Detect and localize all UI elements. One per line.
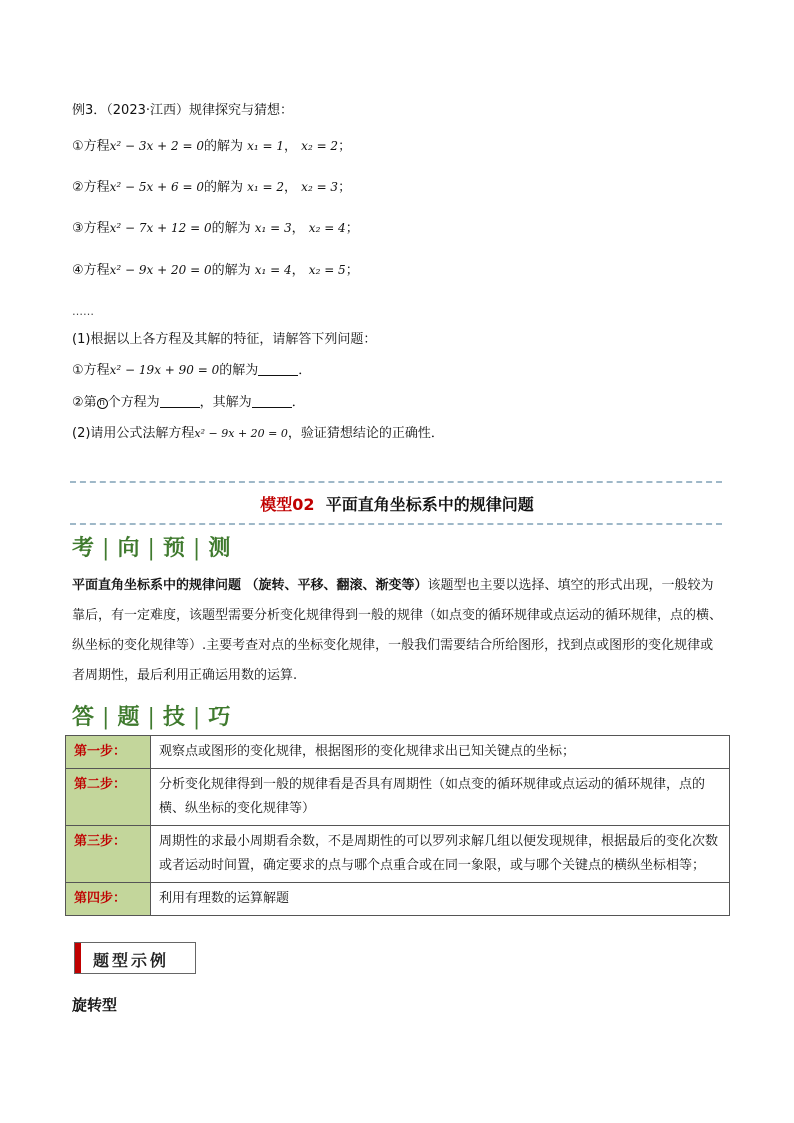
eq2-mid: 的解为 bbox=[203, 180, 243, 195]
example-badge bbox=[74, 942, 196, 974]
heading-char: 技 bbox=[162, 704, 187, 730]
question-1b bbox=[72, 393, 305, 413]
q1a-end: ． bbox=[298, 363, 312, 378]
eq3-mid: 的解为 bbox=[211, 221, 251, 236]
model-label: 模型02 bbox=[260, 495, 315, 514]
eq1-mid: 的解为 bbox=[203, 139, 243, 154]
q2-math: x² − 9x + 20 = 0 bbox=[194, 427, 288, 440]
eq3-prefix: ③方程 bbox=[72, 221, 110, 236]
model-name: 平面直角坐标系中的规律问题 bbox=[325, 495, 534, 514]
divider-bottom bbox=[70, 523, 722, 525]
heading-char: 巧 bbox=[208, 704, 233, 730]
eq3-sol2: x₂ = 4 bbox=[308, 221, 346, 235]
step-label: 第一步： bbox=[66, 736, 151, 769]
eq1-math: x² − 3x + 2 = 0 bbox=[109, 139, 204, 153]
answer-blank[interactable] bbox=[258, 363, 298, 376]
table-row bbox=[66, 826, 730, 883]
eq3-math: x² − 7x + 12 = 0 bbox=[109, 221, 212, 235]
q2-prefix: (2)请用公式法解方程 bbox=[72, 426, 195, 441]
eq2-math: x² − 5x + 6 = 0 bbox=[109, 180, 204, 194]
example-title: 例3．（2023·江西）规律探究与猜想： bbox=[72, 103, 293, 118]
answer-blank[interactable] bbox=[160, 395, 200, 408]
table-row bbox=[66, 769, 730, 826]
model-title bbox=[0, 492, 794, 515]
step-label: 第四步： bbox=[66, 883, 151, 916]
eq2-sol1: x₁ = 2 bbox=[247, 180, 285, 194]
q1b-mid1: 个方程为 bbox=[107, 395, 160, 410]
ellipsis: …… bbox=[72, 305, 94, 318]
steps-table bbox=[65, 735, 730, 916]
q1a-prefix: ①方程 bbox=[72, 363, 110, 378]
section-heading-dati: 答 | 题 | 技 | 巧 bbox=[72, 704, 233, 730]
badge-label: 题型示例 bbox=[93, 951, 170, 970]
step-text: 观察点或图形的变化规律，根据图形的变化规律求出已知关键点的坐标； bbox=[151, 736, 730, 769]
question-1: (1)根据以上各方程及其解的特征，请解答下列问题： bbox=[72, 332, 377, 347]
q1b-mid2: ，其解为 bbox=[199, 395, 252, 410]
heading-char: 考 bbox=[72, 535, 97, 561]
equation-line-4: ④方程x² − 9x + 20 = 0的解为 x₁ = 4， x₂ = 5； bbox=[72, 263, 359, 278]
heading-char: 题 bbox=[117, 704, 142, 730]
eq2-prefix: ②方程 bbox=[72, 180, 110, 195]
step-text: 周期性的求最小周期看余数，不是周期性的可以罗列求解几组以便发现规律，根据最后的变化次数或者运动时间置，确定要求的点与哪个点重合或在同一象限，或与哪个关键点的横纵坐标相等； bbox=[151, 826, 730, 883]
section1-paragraph bbox=[72, 571, 722, 691]
step-label: 第二步： bbox=[66, 769, 151, 826]
eq4-sol1: x₁ = 4 bbox=[254, 263, 292, 277]
question-1a bbox=[72, 360, 311, 381]
equation-line-1: ①方程x² − 3x + 2 = 0的解为 x₁ = 1， x₂ = 2； bbox=[72, 139, 352, 154]
heading-char: 向 bbox=[117, 535, 142, 561]
heading-char: 答 bbox=[72, 704, 97, 730]
step-text: 分析变化规律得到一般的规律看是否具有周期性（如点变的循环规律或点运动的循环规律，点的横、纵坐标的变化规律等） bbox=[151, 769, 730, 826]
eq4-sol2: x₂ = 5 bbox=[308, 263, 346, 277]
equation-line-3: ③方程x² − 7x + 12 = 0的解为 x₁ = 3， x₂ = 4； bbox=[72, 221, 359, 236]
q1a-math: x² − 19x + 90 = 0 bbox=[109, 363, 220, 377]
step-label: 第三步： bbox=[66, 826, 151, 883]
eq1-sol2: x₂ = 2 bbox=[301, 139, 339, 153]
equation-line-2: ②方程x² − 5x + 6 = 0的解为 x₁ = 2， x₂ = 3； bbox=[72, 180, 352, 195]
question-2 bbox=[72, 424, 444, 444]
table-row bbox=[66, 883, 730, 916]
heading-char: 测 bbox=[208, 535, 233, 561]
eq1-prefix: ①方程 bbox=[72, 139, 110, 154]
q1b-end: ． bbox=[291, 395, 305, 410]
eq1-end: ； bbox=[338, 139, 352, 154]
eq4-mid: 的解为 bbox=[211, 263, 251, 278]
table-row bbox=[66, 736, 730, 769]
eq3-end: ； bbox=[345, 221, 359, 236]
divider-top bbox=[70, 481, 722, 483]
n-symbol: n bbox=[97, 398, 108, 409]
step-text: 利用有理数的运算解题 bbox=[151, 883, 730, 916]
eq4-prefix: ④方程 bbox=[72, 263, 110, 278]
badge-accent bbox=[75, 943, 81, 973]
subheading-rotation: 旋转型 bbox=[72, 996, 118, 1014]
section1-lead: 平面直角坐标系中的规律问题 （旋转、平移、翻滚、渐变等） bbox=[72, 578, 428, 593]
answer-blank[interactable] bbox=[252, 395, 292, 408]
eq4-end: ； bbox=[345, 263, 359, 278]
q1b-prefix: ②第 bbox=[72, 395, 97, 410]
eq3-sol1: x₁ = 3 bbox=[254, 221, 292, 235]
heading-char: 预 bbox=[162, 535, 187, 561]
eq1-sol1: x₁ = 1 bbox=[247, 139, 285, 153]
eq2-sol2: x₂ = 3 bbox=[301, 180, 339, 194]
section-heading-kaoxiang: 考 | 向 | 预 | 测 bbox=[72, 535, 233, 561]
q1a-mid: 的解为 bbox=[219, 363, 259, 378]
eq4-math: x² − 9x + 20 = 0 bbox=[109, 263, 212, 277]
q2-end: ，验证猜想结论的正确性． bbox=[287, 426, 444, 441]
section1-body: 该题型也主要以选择、填空的形式出现，一般较为靠后，有一定难度，该题型需要分析变化规律得到一般的规律（如点变的循环规律或点运动的循环规律，点的横、纵坐标的变化规律等）.主要考查对点的坐标变化规律，一般我们需要结合所给图形，找到点或图形的变化规律或者周期性，最后利用正确运用数的运算. bbox=[72, 578, 723, 683]
eq2-end: ； bbox=[338, 180, 352, 195]
